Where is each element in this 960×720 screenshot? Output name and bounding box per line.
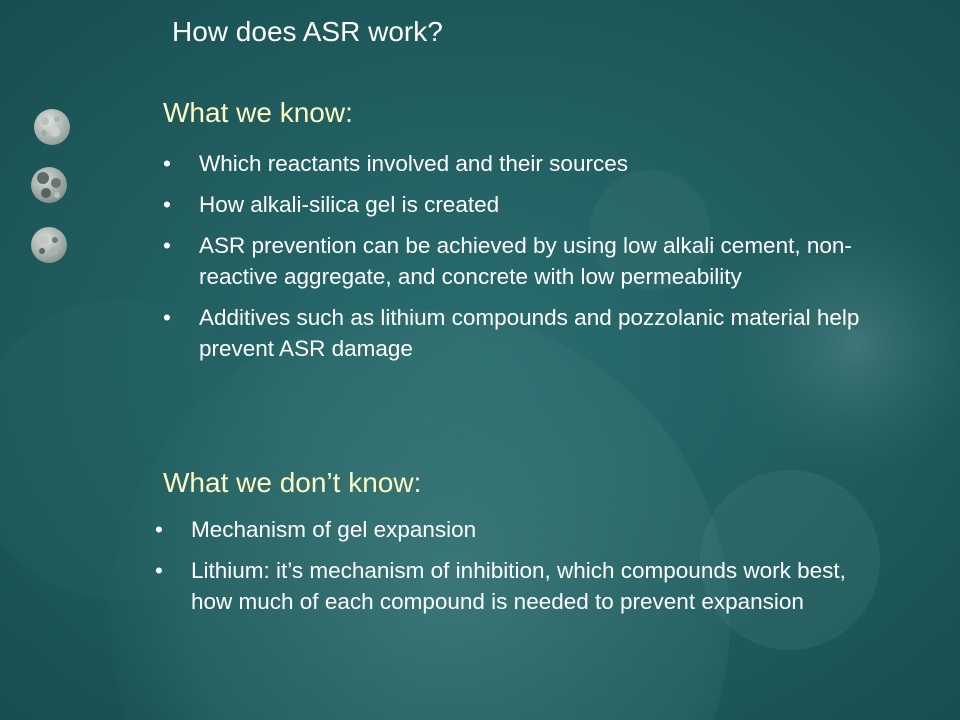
list-item-text: How alkali-silica gel is created — [199, 192, 500, 217]
aggregate-dot-icon — [30, 226, 68, 264]
list-item-text: Which reactants involved and their sources — [199, 151, 628, 176]
list-item — [163, 148, 883, 179]
bullet-icon: • — [163, 233, 171, 258]
list-item-text: Lithium: it’s mechanism of inhibition, which compounds work best, how much of each compound is needed to prevent expansion — [191, 558, 846, 614]
list-item-text: ASR prevention can be achieved by using low alkali cement, non-reactive aggregate, and concrete with low permeability — [199, 233, 852, 289]
bullet-icon: • — [155, 558, 163, 583]
bullet-icon: • — [163, 305, 171, 330]
list-item — [163, 302, 883, 364]
slide-title: How does ASR work? — [172, 16, 443, 47]
list-item — [163, 230, 883, 292]
list-item — [155, 555, 875, 617]
unknown-list — [155, 514, 875, 627]
unknown-heading: What we don’t know: — [163, 467, 422, 498]
list-item — [155, 514, 875, 545]
bullet-icon: • — [155, 517, 163, 542]
list-item — [163, 189, 883, 220]
bullet-icon: • — [163, 151, 171, 176]
list-item-text: Mechanism of gel expansion — [191, 517, 477, 542]
bullet-icon: • — [163, 192, 171, 217]
known-list — [163, 148, 883, 374]
aggregate-dot-icon — [30, 166, 68, 204]
list-item-text: Additives such as lithium compounds and pozzolanic material help prevent ASR damage — [199, 305, 860, 361]
known-heading: What we know: — [163, 97, 353, 128]
aggregate-dot-icon — [33, 108, 71, 146]
